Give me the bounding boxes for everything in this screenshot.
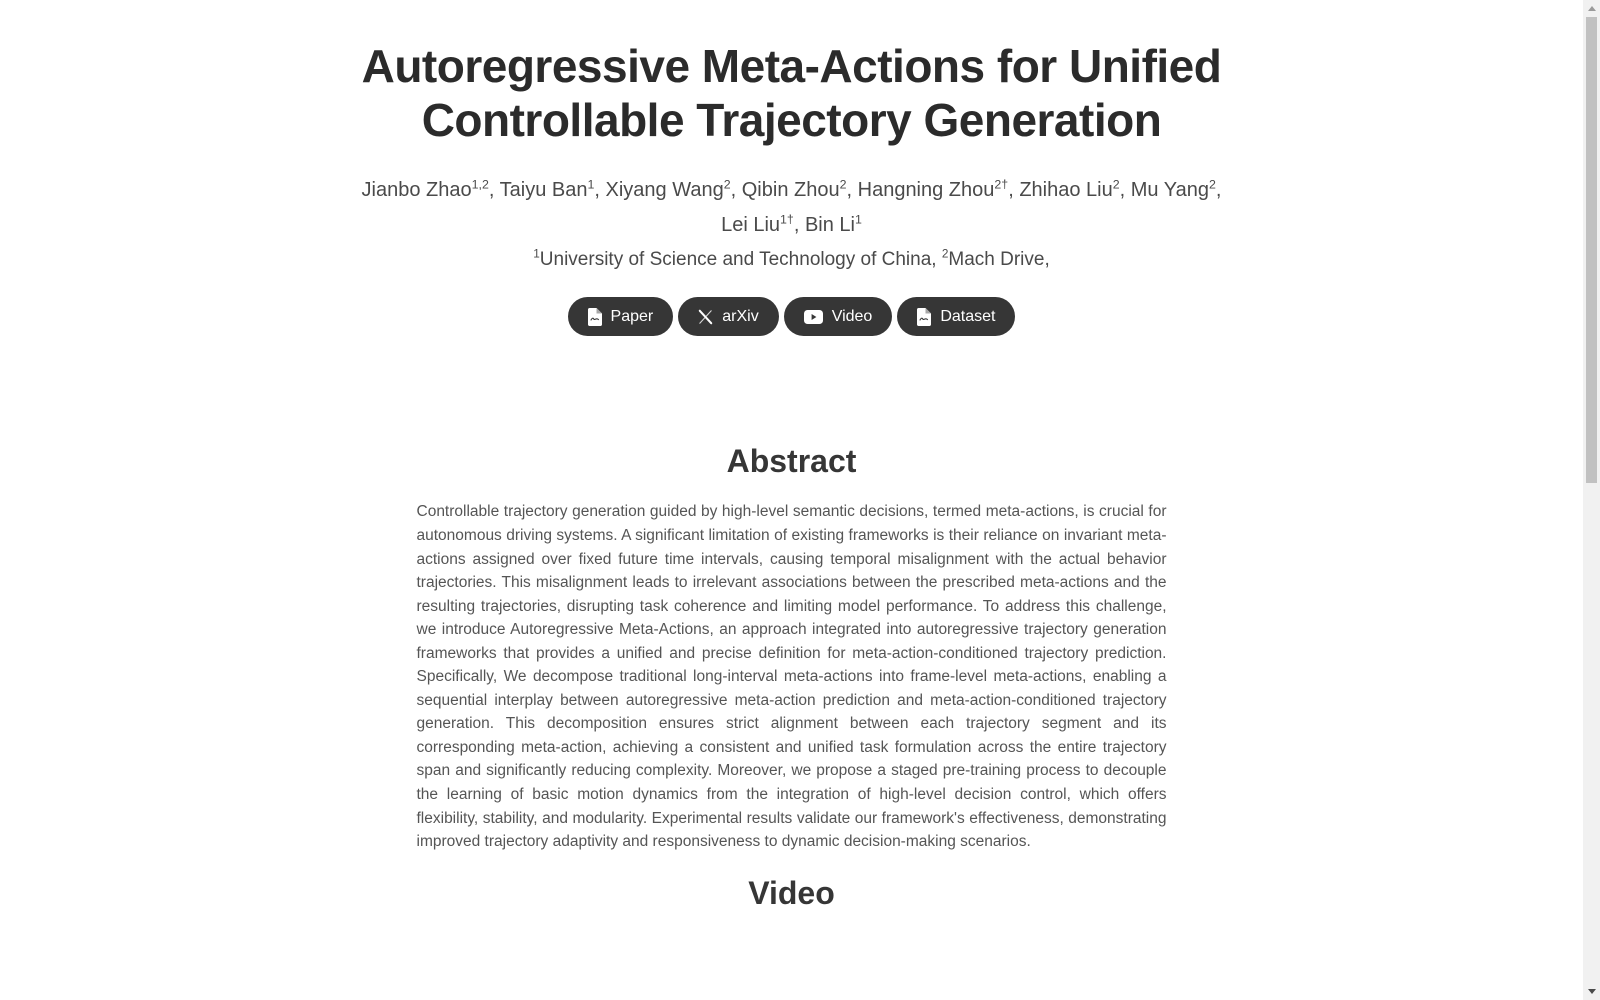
- author: Hangning Zhou$^{2\dagger}$,: [857, 176, 1014, 201]
- scroll-down-button[interactable]: [1583, 983, 1600, 1000]
- affiliation-list: [0, 245, 1583, 275]
- video-heading: Video: [748, 874, 835, 911]
- scrollbar-track[interactable]: [1583, 0, 1600, 1000]
- file-pdf-icon: [917, 308, 931, 326]
- arxiv-button[interactable]: [678, 297, 778, 336]
- button-label: Dataset: [940, 307, 996, 325]
- author: Qibin Zhou$^2$,: [741, 176, 853, 201]
- author: Jianbo Zhao$^{1,2}$,: [361, 176, 495, 201]
- scroll-down-arrow-icon: [1588, 989, 1596, 994]
- scroll-up-button[interactable]: [1583, 0, 1600, 17]
- abstract-text: Controllable trajectory generation guided by high-level semantic decisions, termed meta-actions, is crucial for autonomous driving systems. A significant limitation of existing frameworks is their reliance on invariant meta-actions assigned over fixed future time intervals, causing temporal misalignment with the actual behavior trajectories. This misalignment leads to irrelevant associations between the prescribed meta-actions and the resulting trajectories, disrupting task coherence and limiting model performance. To address this challenge, we introduce Autoregressive Meta-Actions, an approach integrated into autoregressive trajectory generation frameworks that provides a unified and precise definition for meta-action-conditioned trajectory prediction. Specifically, We decompose traditional long-interval meta-actions into frame-level meta-actions, enabling a sequential interplay between autoregressive meta-action prediction and meta-action-conditioned trajectory generation. This decomposition ensures strict alignment between each trajectory segment and its corresponding meta-action, achieving a consistent and unified task formulation across the entire trajectory span and significantly reducing complexity. Moreover, we propose a staged pre-training process to decouple the learning of basic motion dynamics from the integration of high-level decision control, which offers flexibility, stability, and modularity. Experimental results validate our framework's effectiveness, demonstrating improved trajectory adaptivity and responsiveness to dynamic decision-making scenarios.: [416, 503, 1167, 851]
- page-title-line-1: Autoregressive Meta-Actions for Unified: [361, 40, 1222, 92]
- author: Lei Liu$^{1\dagger}$,: [721, 211, 800, 236]
- affiliation: $^1$University of Science and Technology of China,: [533, 247, 937, 270]
- scroll-up-arrow-icon: [1588, 6, 1596, 11]
- paper-button[interactable]: [568, 297, 674, 336]
- affiliation: $^2$Mach Drive,: [941, 247, 1050, 270]
- abstract-heading: Abstract: [726, 443, 857, 480]
- file-pdf-icon: [588, 308, 602, 326]
- author: Taiyu Ban$^1$,: [499, 176, 600, 201]
- arxiv-icon: [698, 309, 713, 325]
- link-buttons: [0, 297, 1583, 336]
- author: Xiyang Wang$^2$,: [605, 176, 737, 201]
- author-list: [322, 173, 1262, 243]
- button-label: Video: [831, 307, 873, 325]
- page-title-line-2: Controllable Trajectory Generation: [421, 93, 1162, 146]
- author: Mu Yang$^2$,: [1130, 176, 1222, 201]
- scrollbar-thumb[interactable]: [1586, 17, 1597, 483]
- page-title: [292, 40, 1292, 148]
- video-button[interactable]: [784, 297, 893, 336]
- dataset-button[interactable]: [897, 297, 1015, 336]
- button-label: Paper: [610, 307, 654, 325]
- button-label: arXiv: [722, 307, 759, 325]
- author: Bin Li$^1$: [804, 211, 862, 236]
- youtube-icon: [804, 310, 823, 324]
- author: Zhihao Liu$^2$,: [1019, 176, 1126, 201]
